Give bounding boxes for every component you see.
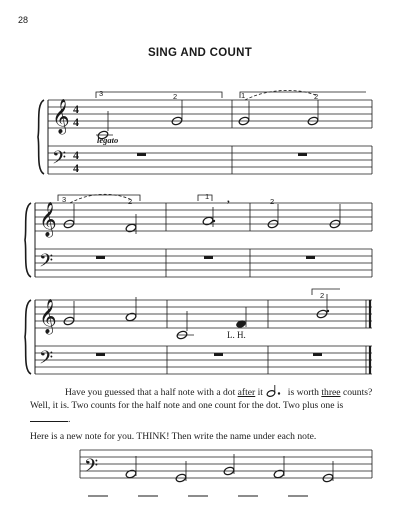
finger-number: 1: [205, 192, 210, 201]
quarter-note: [235, 319, 247, 329]
bass-clef: 𝄢: [52, 148, 67, 173]
hand-label: L. H.: [227, 330, 246, 340]
expression-marking: legato: [97, 135, 119, 145]
finger-number: 2: [128, 197, 133, 206]
instruction-paragraph: Here is a new note for you. THINK! Then write the name under each note.: [30, 431, 317, 442]
finger-number: 2: [270, 197, 275, 206]
page-title: SING AND COUNT: [147, 47, 253, 59]
text-span: .: [68, 414, 71, 425]
text-span: it: [255, 387, 266, 398]
finger-number: 2: [320, 291, 325, 300]
treble-clef: 𝄞: [52, 99, 70, 134]
bass-clef-2: 𝄢: [39, 251, 54, 276]
text-span: is worth: [285, 387, 322, 398]
exercise-staff: [80, 450, 372, 481]
finger-number: 2: [314, 92, 319, 101]
finger-number: 2: [173, 92, 178, 101]
explanation-paragraph: [30, 385, 378, 426]
finger-number: 3: [99, 89, 104, 98]
finger-number: 1: [241, 91, 246, 100]
system-1: [38, 90, 372, 174]
note-heads: [63, 116, 341, 483]
system-2: [25, 194, 372, 277]
text-span: Have you guessed that a half note with a dot: [65, 387, 238, 398]
time-sig-top-bass: 4: [73, 148, 79, 162]
exercise-bass-clef: 𝄢: [84, 456, 99, 481]
underlined-after: after: [237, 387, 256, 398]
bass-clef-3: 𝄢: [39, 348, 54, 373]
breath-mark: ,: [227, 193, 230, 205]
time-sig-bottom: 4: [73, 115, 79, 129]
time-sig-top: 4: [73, 102, 79, 116]
fill-in-blank[interactable]: [30, 412, 68, 422]
time-sig-bottom-bass: 4: [73, 161, 79, 175]
underlined-three: three: [321, 387, 341, 398]
text-span: counts? Well, it is. Two counts for the half note and one count for the dot. Two plus one is: [30, 387, 373, 411]
treble-clef-3: 𝄞: [39, 299, 57, 334]
whole-rests: [96, 153, 325, 356]
dotted-half-note-icon: [265, 385, 285, 397]
system-3: [25, 289, 372, 374]
treble-clef-2: 𝄞: [39, 202, 57, 237]
finger-number: 3: [62, 195, 67, 204]
page-number: 28: [18, 15, 29, 25]
